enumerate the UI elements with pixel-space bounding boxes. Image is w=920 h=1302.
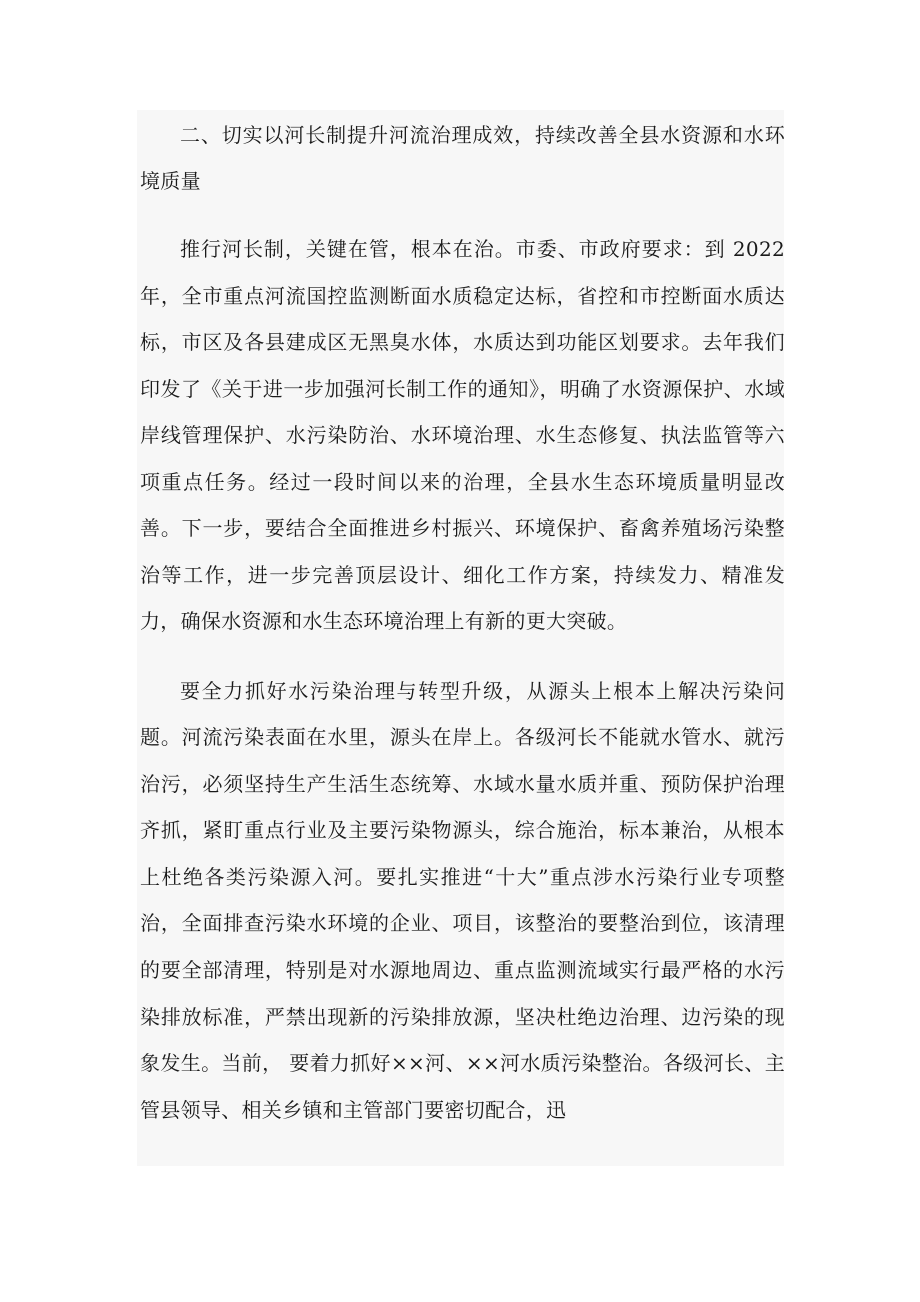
paragraph-water-pollution-control: 要全力抓好水污染治理与转型升级，从源头上根本上解决污染问题。河流污染表面在水里，源头在岸上。各级河长不能就水管水、就污治污，必须坚持生产生活生态统筹、水域水量水质并重、预防保护治理齐抓，紧盯重点行业及主要污染物源头，综合施治，标本兼治，从根本上杜绝各类污染源入河。要扎实推进“十大”重点涉水污染行业专项整治，全面排查污染水环境的企业、项目，该整治的要整治到位，该清理的要全部清理，特别是对水源地周边、重点监测流域实行最严格的水污染排放标准，严禁出现新的污染排放源，坚决杜绝边治理、边污染的现象发生。当前， 要着力抓好××河、××河水质污染整治。各级河长、主管县领导、相关乡镇和主管部门要密切配合，迅 [140, 678, 785, 1122]
paragraph-river-chief-system: 推行河长制，关键在管，根本在治。市委、市政府要求：到 2022年，全市重点河流国控监测断面水质稳定达标，省控和市控断面水质达标，市区及各县建成区无黑臭水体，水质达到功能区划要求。去年我们印发了《关于进一步加强河长制工作的通知》，明确了水资源保护、水域岸线管理保护、水污染防治、水环境治理、水生态修复、执法监管等六项重点任务。经过一段时间以来的治理，全县水生态环境质量明显改善。下一步，要结合全面推进乡村振兴、环境保护、畜禽养殖场污染整治等工作，进一步完善顶层设计、细化工作方案，持续发力、精准发力，确保水资源和水生态环境治理上有新的更大突破。 [140, 237, 785, 633]
document-body [140, 112, 785, 1133]
section-heading: 二、切实以河长制提升河流治理成效，持续改善全县水资源和水环境质量 [140, 123, 785, 193]
